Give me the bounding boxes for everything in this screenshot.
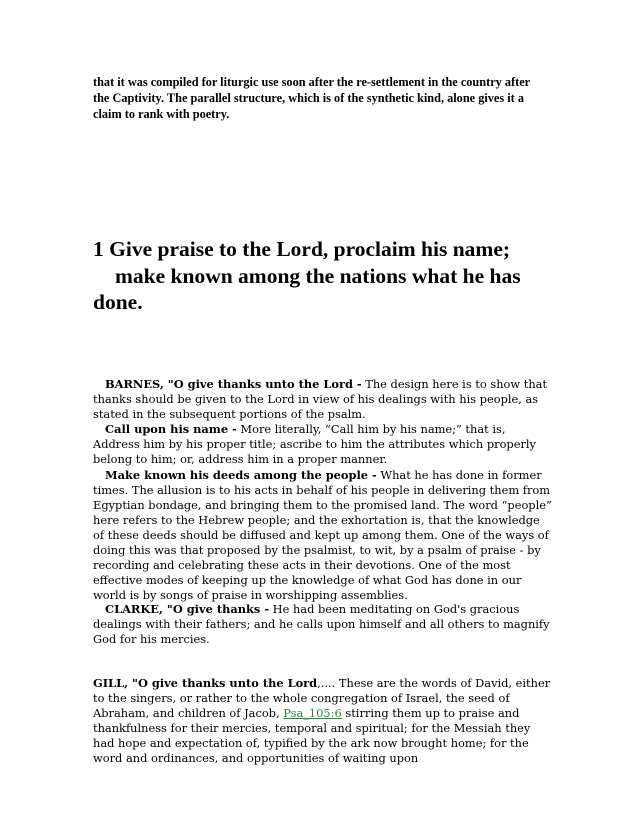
- barnes-paragraph: [93, 422, 553, 467]
- gill-text: stirring them up to praise and thankfulness for their mercies, temporal and spiritual; for the Messiah they had hope and expectation of, typified by the ark now brought home; for the word and ordinances, and opportunities of waiting upon: [93, 706, 531, 766]
- gill-text: ,.... These are the words of David, either to the singers, or rather to the whole congregation of Israel, the seed of Abraham, and children of Jacob,: [93, 676, 551, 721]
- scripture-reference-link[interactable]: Psa_105:6: [283, 706, 342, 721]
- clarke-paragraph: [93, 602, 553, 647]
- gill-heading: GILL, "O give thanks unto the Lord: [93, 676, 318, 690]
- gill-commentary: [93, 676, 553, 767]
- verse-line: make known among the nations what he has: [115, 263, 521, 288]
- barnes-text: What he has done in former times. The allusion is to his acts in behalf of his people in delivering them from Egyptian bondage, and bringing them to the promised land. The word “people” here refers to the Hebrew people; and the exhortation is, that the knowledge of these deeds should be diffused and kept up among them. One of the ways of doing this was that proposed by the psalmist, to wit, by a psalm of praise - by recording and celebrating these acts in their devotions. One of the most effective modes of keeping up the knowledge of what God has done in our world is by songs of praise in worshipping assemblies.: [93, 467, 552, 603]
- verse-line: 1 Give praise to the Lord, proclaim his name;: [93, 237, 511, 261]
- barnes-heading: BARNES, "O give thanks unto the Lord -: [105, 377, 362, 391]
- intro-paragraph: [93, 74, 553, 123]
- intro-line: that it was compiled for liturgic use soon after the re-settlement in the country after: [93, 75, 531, 89]
- barnes-heading: Make known his deeds among the people -: [105, 467, 377, 482]
- clarke-text: He had been meditating on God's gracious dealings with their fathers; and he calls upon himself and all others to magnify God for his mercies.: [93, 602, 550, 647]
- intro-line: the Captivity. The parallel structure, which is of the synthetic kind, alone gives it a: [93, 91, 524, 106]
- barnes-text: More literally, “Call him by his name;” that is, Address him by his proper title; ascribe to him the attributes which properly belong to him; or, address him in a proper manner.: [93, 422, 536, 467]
- barnes-heading: Call upon his name -: [105, 422, 237, 437]
- clarke-heading: CLARKE, "O give thanks -: [105, 602, 270, 616]
- gill-paragraph: [93, 676, 553, 767]
- barnes-text: The design here is to show that thanks should be given to the Lord in view of his dealings with his people, as stated in the subsequent portions of the psalm.: [93, 377, 548, 422]
- barnes-commentary: [93, 377, 553, 603]
- barnes-paragraph: [93, 468, 553, 604]
- barnes-paragraph: [93, 377, 553, 422]
- verse-line: done.: [93, 290, 143, 314]
- clarke-commentary: [93, 602, 553, 647]
- intro-line: claim to rank with poetry.: [93, 107, 230, 122]
- verse-heading: [93, 236, 563, 316]
